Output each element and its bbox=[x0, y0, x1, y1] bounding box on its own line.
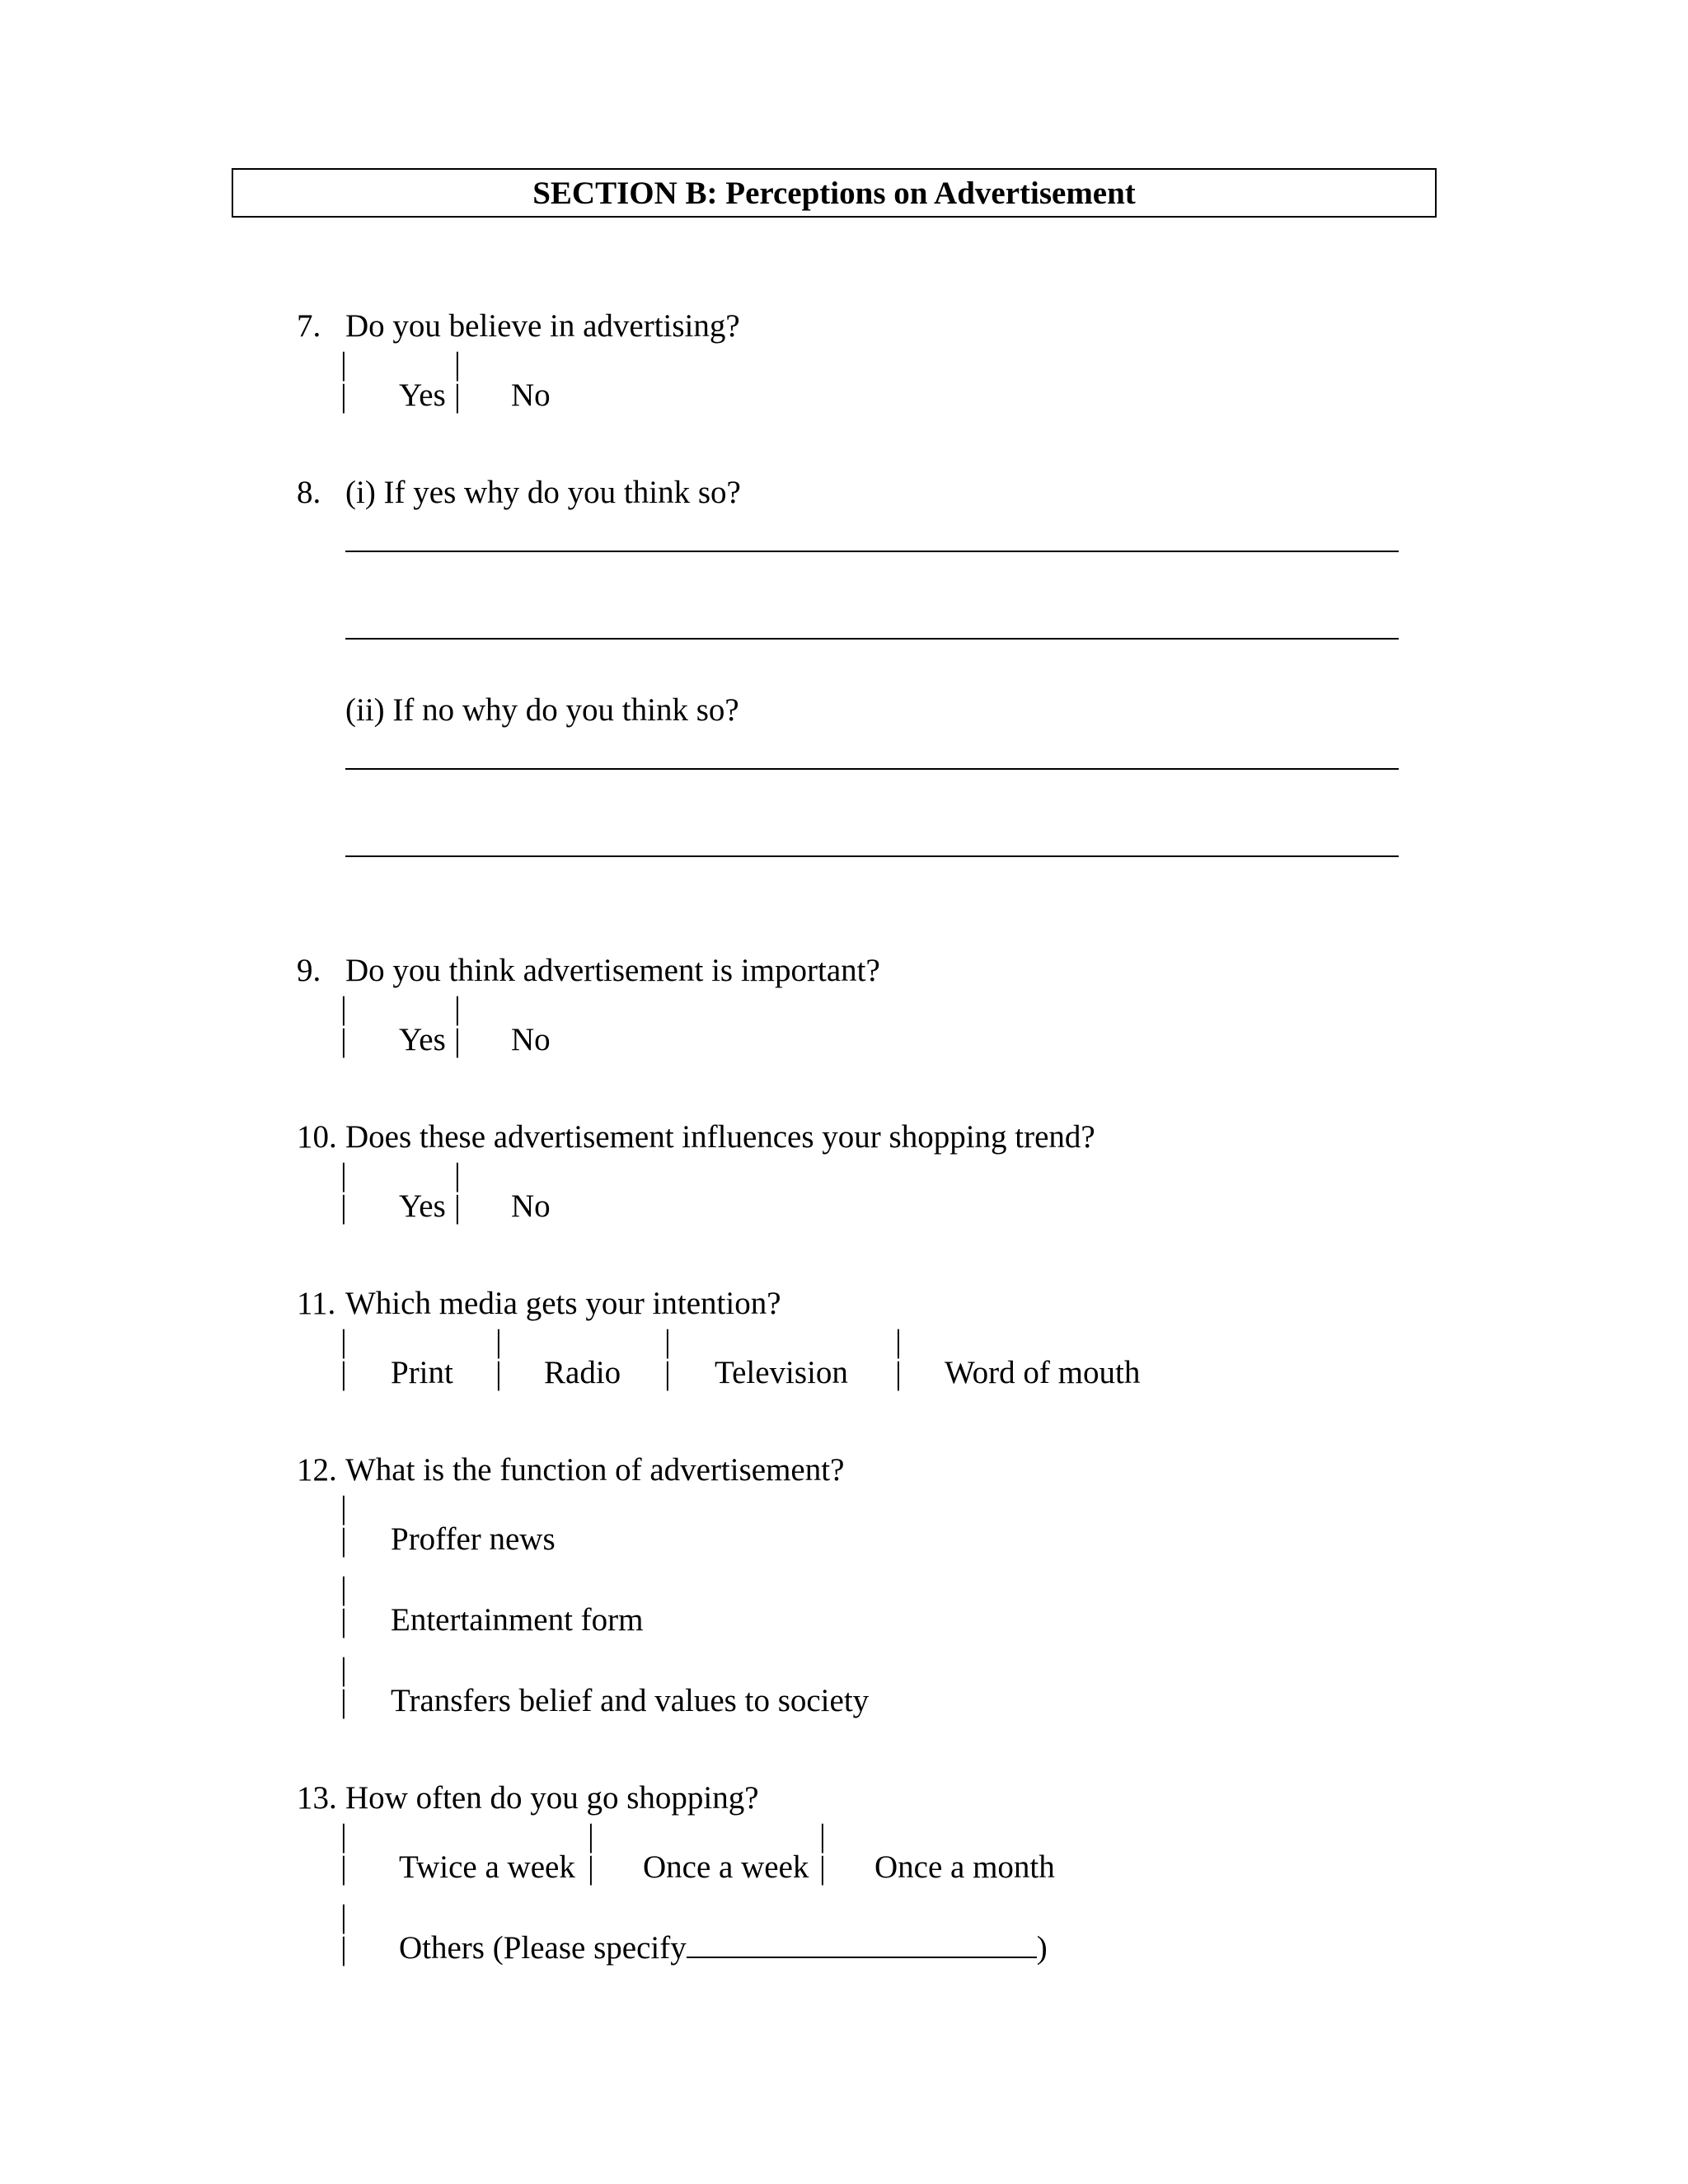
q13-once-a-week-label: Once a week bbox=[643, 1849, 809, 1885]
q11-text: Which media gets your intention? bbox=[345, 1286, 781, 1321]
q8-answer-line-3[interactable] bbox=[345, 768, 1399, 770]
q13-once-a-month-label: Once a month bbox=[874, 1849, 1055, 1885]
q12-transfers-belief-label: Transfers belief and values to society bbox=[391, 1683, 870, 1718]
q9-text: Do you think advertisement is important? bbox=[345, 953, 880, 988]
q7-text: Do you believe in advertising? bbox=[345, 308, 740, 344]
q7-yes-checkbox[interactable]: | | bbox=[340, 346, 347, 414]
q8-answer-line-1[interactable] bbox=[345, 551, 1399, 552]
q11-television-checkbox[interactable]: | | bbox=[664, 1324, 671, 1391]
q12-number: 12. bbox=[297, 1452, 337, 1488]
q11-radio-label: Radio bbox=[544, 1355, 621, 1390]
q8-subtext: (ii) If no why do you think so? bbox=[345, 692, 739, 728]
q13-others-specify-field[interactable] bbox=[687, 1933, 1037, 1958]
q12-text: What is the function of advertisement? bbox=[345, 1452, 845, 1488]
q13-once-a-month-checkbox[interactable]: | | bbox=[819, 1818, 826, 1886]
q11-word-of-mouth-label: Word of mouth bbox=[945, 1355, 1141, 1390]
q13-once-a-week-checkbox[interactable]: | | bbox=[588, 1818, 594, 1886]
q11-radio-checkbox[interactable]: | | bbox=[495, 1324, 502, 1391]
q10-number: 10. bbox=[297, 1119, 337, 1155]
q11-television-label: Television bbox=[715, 1355, 848, 1390]
q11-number: 11. bbox=[297, 1286, 336, 1321]
q11-print-checkbox[interactable]: | | bbox=[340, 1324, 347, 1391]
q13-others-checkbox[interactable]: | | bbox=[340, 1899, 347, 1966]
q10-no-label: No bbox=[511, 1188, 551, 1224]
q7-yes-label: Yes bbox=[399, 377, 446, 413]
q8-answer-line-2[interactable] bbox=[345, 638, 1399, 640]
q9-yes-checkbox[interactable]: | | bbox=[340, 991, 347, 1058]
q12-proffer-news-checkbox[interactable]: | | bbox=[340, 1490, 347, 1558]
q13-others-close: ) bbox=[1036, 1930, 1048, 1966]
q13-twice-a-week-checkbox[interactable]: | | bbox=[340, 1818, 347, 1886]
q10-text: Does these advertisement influences your shopping trend? bbox=[345, 1119, 1095, 1155]
q11-word-of-mouth-checkbox[interactable]: | | bbox=[895, 1324, 902, 1391]
q9-no-checkbox[interactable]: | | bbox=[454, 991, 461, 1058]
q12-entertainment-checkbox[interactable]: | | bbox=[340, 1571, 347, 1638]
q11-print-label: Print bbox=[391, 1355, 453, 1390]
q10-no-checkbox[interactable]: | | bbox=[454, 1157, 461, 1225]
q9-no-label: No bbox=[511, 1022, 551, 1057]
q12-entertainment-label: Entertainment form bbox=[391, 1602, 644, 1638]
q13-number: 13. bbox=[297, 1780, 337, 1816]
q8-text: (i) If yes why do you think so? bbox=[345, 475, 741, 510]
q13-text: How often do you go shopping? bbox=[345, 1780, 759, 1816]
q13-others-label: Others (Please specify bbox=[399, 1930, 687, 1966]
q7-number: 7. bbox=[297, 308, 321, 344]
section-title: SECTION B: Perceptions on Advertisement bbox=[232, 168, 1437, 218]
q9-number: 9. bbox=[297, 953, 321, 988]
q7-no-label: No bbox=[511, 377, 551, 413]
q10-yes-label: Yes bbox=[399, 1188, 446, 1224]
q8-answer-line-4[interactable] bbox=[345, 855, 1399, 857]
q7-no-checkbox[interactable]: | | bbox=[454, 346, 461, 414]
q8-number: 8. bbox=[297, 475, 321, 510]
q12-proffer-news-label: Proffer news bbox=[391, 1521, 556, 1557]
q10-yes-checkbox[interactable]: | | bbox=[340, 1157, 347, 1225]
q12-transfers-belief-checkbox[interactable]: | | bbox=[340, 1652, 347, 1719]
q9-yes-label: Yes bbox=[399, 1022, 446, 1057]
q13-others-row bbox=[399, 1932, 1048, 1964]
q13-twice-a-week-label: Twice a week bbox=[399, 1849, 575, 1885]
